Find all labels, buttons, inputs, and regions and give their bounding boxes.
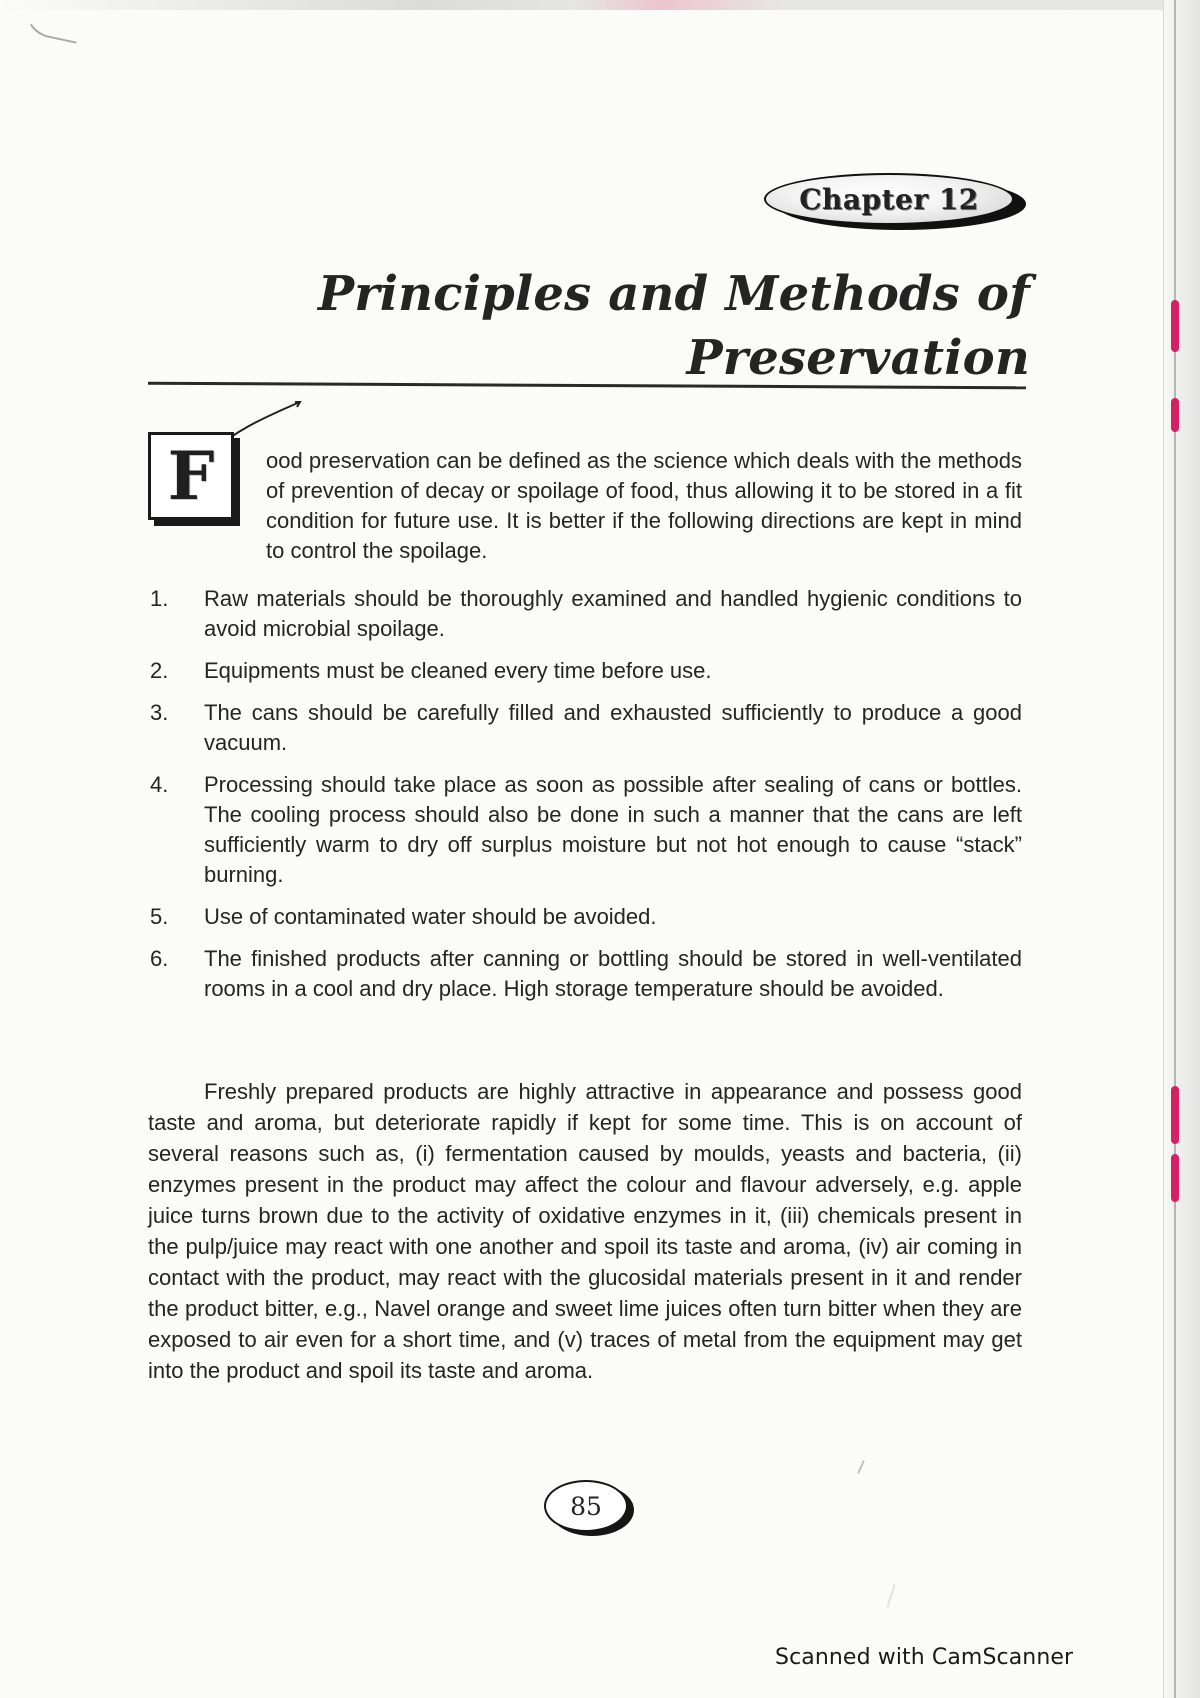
page-number-badge [544,1480,640,1538]
list-item-text: Processing should take place as soon as possible after sealing of cans or bottles. The cooling process should also be done in such a manner that the cans are left sufficiently warm to dry off surplus moisture but not hot enough to cause “stack” burning. [204,772,1022,887]
list-item-number: 6. [150,946,169,971]
drop-cap-letter: F [148,432,234,520]
list-item-text: Equipments must be cleaned every time before use. [204,658,712,683]
chapter-label: Chapter 12 [764,173,1014,225]
list-item [150,584,1022,644]
intro-paragraph: ood preservation can be defined as the science which deals with the methods of prevention of decay or spoilage of food, thus allowing it to be stored in a fit condition for future use. It is better if the following directions are kept in mind to control the spoilage. [266,448,1022,563]
list-item-text: The cans should be carefully filled and exhausted sufficiently to produce a good vacuum. [204,700,1022,755]
list-item-number: 1. [150,586,169,611]
list-item-number: 3. [150,700,169,725]
pink-edge-mark [1171,1154,1179,1202]
scanner-watermark: Scanned with CamScanner [775,1645,1074,1670]
right-edge-shadow [1163,0,1200,1698]
title-line-2: Preservation [686,330,1030,386]
list-item-text: The finished products after canning or bottling should be stored in well-ventilated rooms in a cool and dry place. High storage temperature should be avoided. [204,946,1022,1001]
title-line-1: Principles and Methods of [317,266,1030,322]
body-paragraph: Freshly prepared products are highly attractive in appearance and possess good taste and aroma, but deteriorate rapidly if kept for some time. This is on account of several reasons such as, (i) fermentation caused by moulds, yeasts and bacteria, (ii) enzymes present in the product may affect the colour and flavour adversely, e.g. apple juice turns brown due to the activity of oxidative enzymes in it, (iii) chemicals present in the pulp/juice may react with one another and spoil its taste and aroma, (iv) air coming in contact with the product, may react with the glucosidal materials present in it and render the product bitter, e.g., Navel orange and sweet lime juices often turn bitter when they are exposed to air even for a short time, and (v) traces of metal from the equipment may get into the product and spoil its taste and aroma. [148,1079,1022,1383]
list-item-number: 4. [150,772,169,797]
list-item [150,698,1022,758]
chapter-badge [764,173,1034,231]
pink-edge-mark [1171,398,1179,432]
list-item-text: Raw materials should be thoroughly examined and handled hygienic conditions to avoid microbial spoilage. [204,586,1022,641]
list-item [150,770,1022,890]
list-item-text: Use of contaminated water should be avoided. [204,904,657,929]
pink-edge-mark [1171,1086,1179,1144]
stray-mark [857,1460,865,1474]
list-item [150,656,1022,686]
chapter-title [270,262,1030,390]
list-item-number: 2. [150,658,169,683]
pink-edge-mark [1171,300,1179,352]
stray-mark [886,1584,895,1607]
right-edge-line [1174,0,1176,1698]
preservation-directions-list [150,584,1022,1016]
list-item-number: 5. [150,904,169,929]
top-edge-artifact [0,0,1200,10]
list-item [150,902,1022,932]
list-item [150,944,1022,1004]
page-number: 85 [544,1480,628,1532]
drop-cap [148,432,244,530]
